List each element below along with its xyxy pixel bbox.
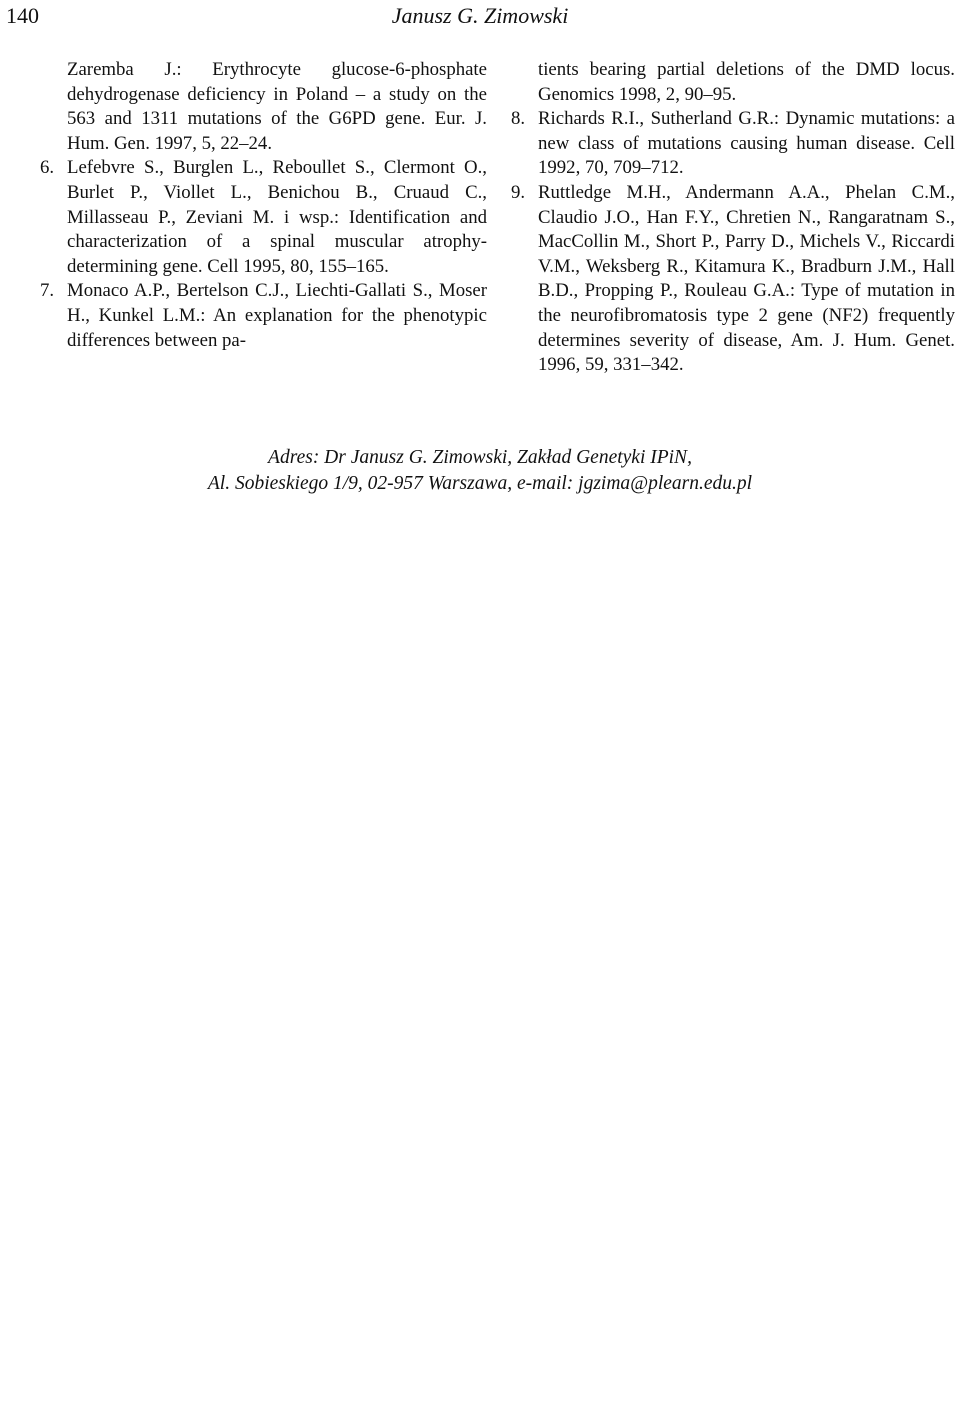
reference-number: 7. [40, 280, 55, 302]
reference-item [511, 181, 955, 378]
reference-column-right [511, 58, 955, 378]
reference-number: 6. [40, 157, 55, 179]
reference-column-left [40, 58, 487, 353]
reference-number: 8. [511, 108, 526, 130]
reference-item [40, 58, 487, 156]
reference-text: Monaco A.P., Bertelson C.J., Liechti-Gallati S., Moser H., Kunkel L.M.: An explanation for the phenotypic differences between pa- [67, 280, 487, 351]
page-number: 140 [6, 3, 39, 28]
address-line-1: Adres: Dr Janusz G. Zimowski, Zakład Genetyki IPiN, [268, 447, 692, 468]
reference-text: Zaremba J.: Erythrocyte glucose-6-phosphate dehydrogenase deficiency in Poland – a study on the 563 and 1311 mutations of the G6PD gene. Eur. J. Hum. Gen. 1997, 5, 22–24. [67, 59, 487, 154]
reference-item [511, 107, 955, 181]
reference-item [40, 156, 487, 279]
author-address [0, 445, 960, 497]
reference-text: Lefebvre S., Burglen L., Reboullet S., Clermont O., Burlet P., Viollet L., Benichou B., Cruaud C., Millasseau P., Zeviani M. i wsp.: Identification and characterization of a spinal muscular atrophy-determining gene. Cell 1995, 80, 155–165. [67, 157, 487, 277]
reference-text: Richards R.I., Sutherland G.R.: Dynamic mutations: a new class of mutations causing human disease. Cell 1992, 70, 709–712. [538, 108, 955, 179]
reference-item [40, 279, 487, 353]
reference-text: Ruttledge M.H., Andermann A.A., Phelan C.M., Claudio J.O., Han F.Y., Chretien N., Rangaratnam S., MacCollin M., Short P., Parry D., Michels V., Riccardi V.M., Weksberg R., Kitamura K., Bradburn J.M., Hall B.D., Propping P., Rouleau G.A.: Type of mutation in the neurofibromatosis type 2 gene (NF2) frequently determines severity of disease, Am. J. Hum. Genet. 1996, 59, 331–342. [538, 181, 955, 376]
running-title: Janusz G. Zimowski [391, 3, 569, 28]
reference-number: 9. [511, 181, 526, 203]
reference-text: tients bearing partial deletions of the DMD locus. Genomics 1998, 2, 90–95. [538, 59, 955, 105]
reference-item [511, 58, 955, 107]
address-line-2: Al. Sobieskiego 1/9, 02-957 Warszawa, e-mail: jgzima@plearn.edu.pl [207, 473, 753, 494]
